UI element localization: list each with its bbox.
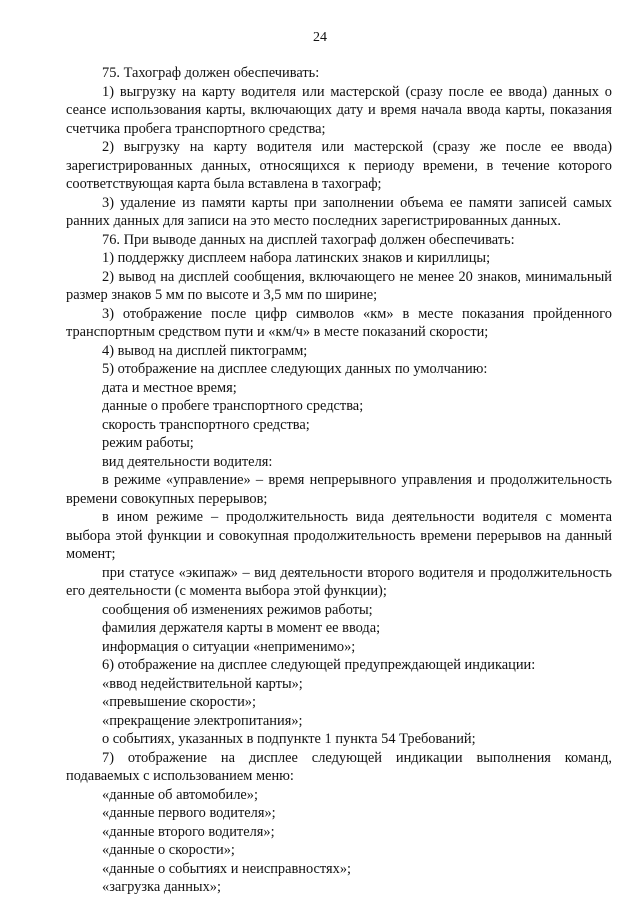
list-item: информация о ситуации «неприменимо»;: [102, 638, 356, 655]
paragraph-75-3: 3) удаление из памяти карты при заполнении объема ее памяти записей самых ранних данных для записи на это место последних зарегистрированных данных.: [66, 194, 612, 229]
paragraph-76-1: 1) поддержку дисплеем набора латинских знаков и кириллицы;: [102, 250, 491, 266]
list-item: при статусе «экипаж» – вид деятельности второго водителя и продолжительность его деятельности (с момента выбора этой функции);: [66, 564, 612, 599]
list-item: в режиме «управление» – время непрерывного управления и продолжительность времени совокупных перерывов;: [66, 472, 612, 507]
list-item: «загрузка данных»;: [102, 879, 221, 895]
list-item: о событиях, указанных в подпункте 1 пункта 54 Требований;: [102, 731, 476, 747]
list-item: «данные первого водителя»;: [102, 805, 276, 821]
paragraph-76-2: 2) вывод на дисплей сообщения, включающего не менее 20 знаков, минимальный размер знаков 5 мм по высоте и 3,5 мм по ширине;: [66, 268, 612, 303]
paragraph-76: 76. При выводе данных на дисплей тахограф должен обеспечивать:: [102, 231, 515, 248]
list-item: в ином режиме – продолжительность вида деятельности водителя с момента выбора этой функции и совокупная продолжительность времени перерывов на данный момент;: [66, 509, 612, 562]
document-body: [66, 64, 612, 897]
paragraph-76-7: 7) отображение на дисплее следующей индикации выполнения команд, подаваемых с использованием меню:: [66, 749, 612, 784]
list-item: фамилия держателя карты в момент ее ввода;: [102, 620, 381, 636]
paragraph-76-4: 4) вывод на дисплей пиктограмм;: [102, 342, 308, 359]
paragraph-76-6: 6) отображение на дисплее следующей предупреждающей индикации:: [102, 657, 536, 673]
list-item: «данные об автомобиле»;: [102, 786, 259, 803]
list-item: «превышение скорости»;: [102, 694, 256, 710]
paragraph-76-3: 3) отображение после цифр символов «км» в месте показания пройденного транспортным средством пути и «км/ч» в месте показаний скорости;: [66, 305, 612, 340]
list-item: дата и местное время;: [102, 379, 237, 396]
list-item: «прекращение электропитания»;: [102, 712, 303, 729]
paragraph-75-2: 2) выгрузку на карту водителя или мастерской (сразу же после ее ввода) зарегистрированных данных, относящихся к периоду времени, в течение которого соответствующая карта была вставлена в тахограф;: [66, 139, 612, 192]
paragraph-76-5: 5) отображение на дисплее следующих данных по умолчанию:: [102, 361, 488, 377]
list-item: данные о пробеге транспортного средства;: [102, 398, 364, 414]
list-item: «ввод недействительной карты»;: [102, 675, 303, 692]
paragraph-75-1: 1) выгрузку на карту водителя или мастерской (сразу после ее ввода) данных о сеансе использования карты, включающих дату и время начала ввода карты, показания счетчика пробега транспортного средства;: [66, 83, 612, 137]
page-number: 24: [313, 30, 327, 45]
list-item: режим работы;: [102, 435, 194, 451]
list-item: «данные о событиях и неисправностях»;: [102, 860, 352, 877]
paragraph-75: 75. Тахограф должен обеспечивать:: [102, 65, 320, 81]
list-item: вид деятельности водителя:: [102, 453, 273, 470]
list-item: «данные второго водителя»;: [102, 823, 275, 840]
list-item: «данные о скорости»;: [102, 842, 235, 858]
list-item: скорость транспортного средства;: [102, 416, 310, 433]
list-item: сообщения об изменениях режимов работы;: [102, 601, 373, 618]
